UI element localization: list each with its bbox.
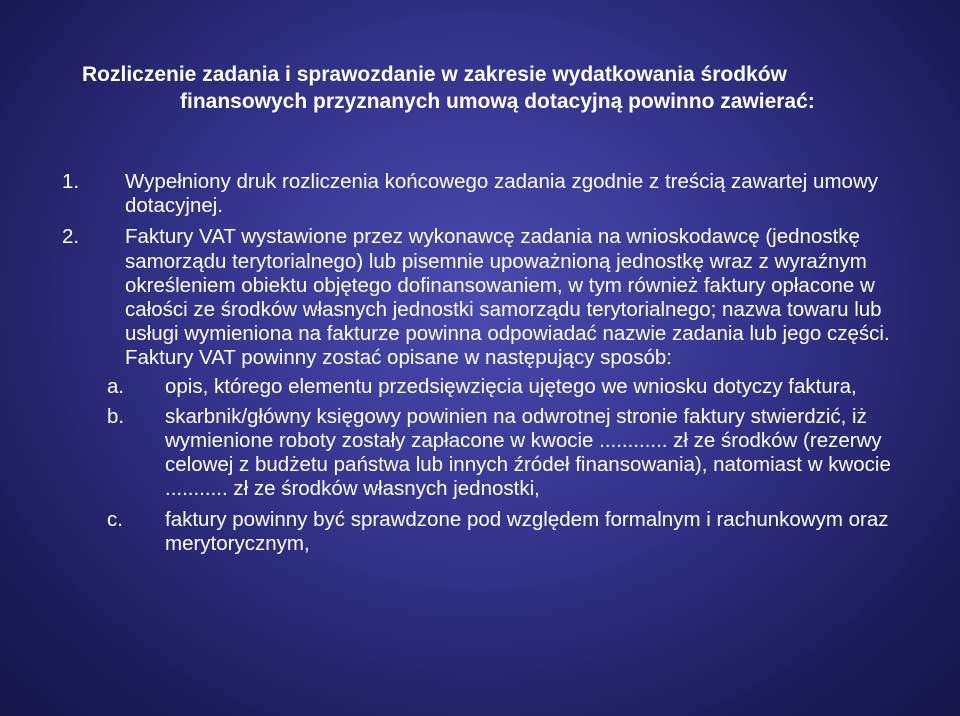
list-number: 1.: [62, 170, 80, 193]
list-item-2: [62, 225, 912, 556]
title-line-2: finansowych przyznanych umową dotacyjną powinno zawierać:: [180, 90, 815, 113]
slide-title: [82, 61, 882, 115]
sub-item-b: [62, 405, 912, 502]
title-line-1: Rozliczenie zadania i sprawozdanie w zakresie wydatkowania środków: [82, 63, 787, 86]
list-number: 2.: [62, 225, 80, 249]
list-item-text: Faktury VAT wystawione przez wykonawcę zadania na wnioskodawcę (jednostkę samorządu terytorialnego) lub pisemnie upoważnioną jednostkę wraz z wyraźnym określeniem obiektu objętego dofinansowaniem, w tym również faktury opłacone w całości ze środków własnych jednostki samorządu terytorialnego; nazwa towaru lub usługi wymieniona na fakturze powinna odpowiadać nazwie zadania lub jego części. Faktury VAT powinny zostać opisane w następujący sposób:: [125, 225, 890, 370]
sub-item-letter: b.: [107, 404, 125, 428]
sub-item-c: [62, 508, 912, 556]
list-item-1: [62, 170, 912, 218]
list-item-text: Wypełniony druk rozliczenia końcowego zadania zgodnie z treścią zawartej umowy dotacyjnej.: [125, 170, 878, 218]
sub-item-letter: a.: [107, 374, 125, 398]
sub-item-text: skarbnik/główny księgowy powinien na odwrotnej stronie faktury stwierdzić, iż wymienione roboty zostały zapłacone w kwocie ............ zł ze środków (rezerwy celowej z budżetu państwa lub innych źródeł finansowania), natomiast w kwocie ........... zł ze środków własnych jednostki,: [165, 404, 891, 501]
sub-item-text: faktury powinny być sprawdzone pod względem formalnym i rachunkowym oraz merytorycznym,: [165, 507, 889, 555]
slide-body: [62, 170, 912, 556]
sub-item-text: opis, którego elementu przedsięwzięcia ujętego we wniosku dotyczy faktura,: [165, 374, 857, 398]
sub-item-letter: c.: [107, 507, 123, 531]
sub-item-a: [62, 375, 912, 399]
